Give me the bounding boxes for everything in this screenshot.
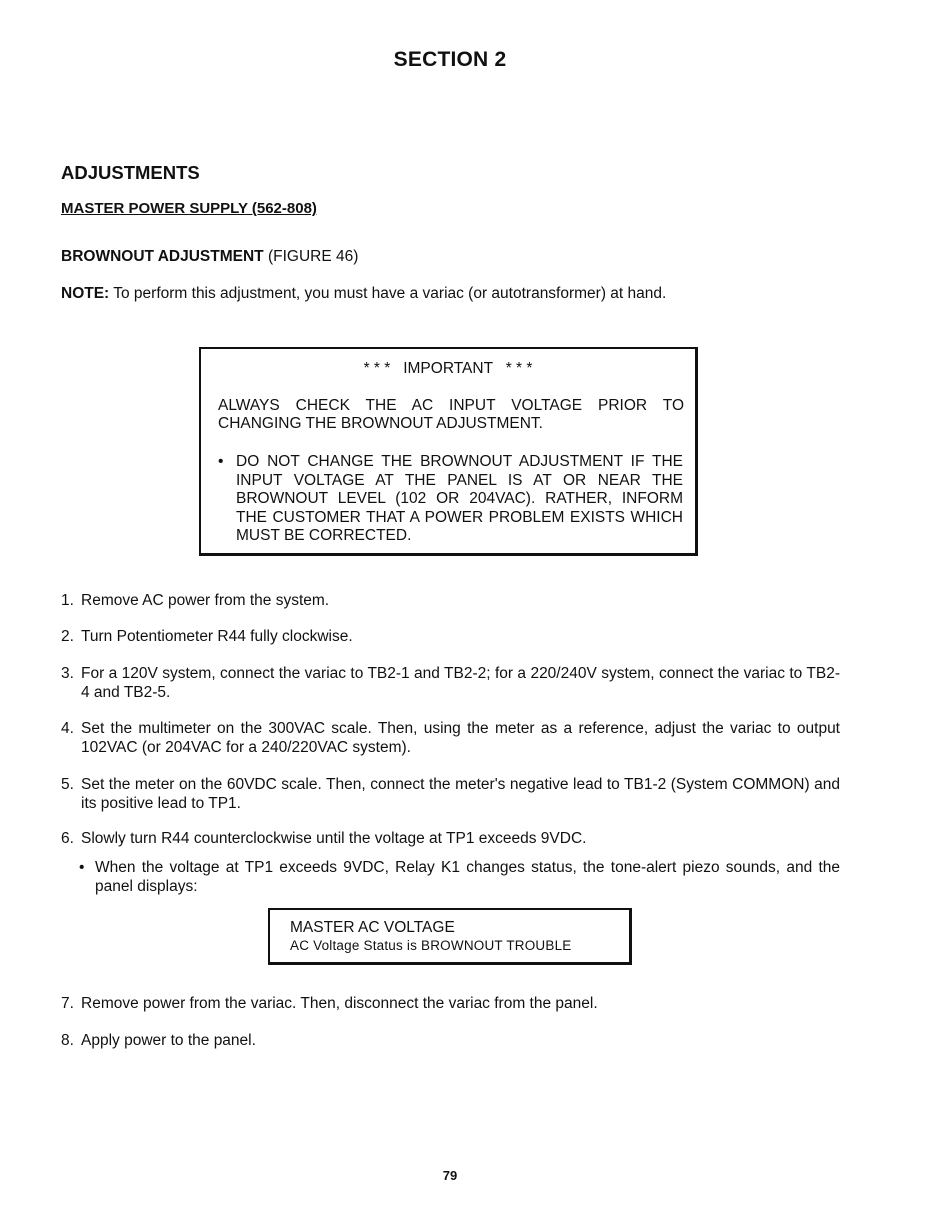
important-bullet: DO NOT CHANGE THE BROWNOUT ADJUSTMENT IF THE INPUT VOLTAGE AT THE PANEL IS AT OR NEAR THE BROWNOUT LEVEL (102 OR 204VAC). RATHER, INFORM THE CUSTOMER THAT A POWER PROBLEM EXISTS WHICH MUST BE CORRECTED. — [236, 453, 683, 544]
step-number: 4. — [61, 720, 74, 737]
note-text: To perform this adjustment, you must have a variac (or autotransformer) at hand. — [113, 285, 667, 302]
step-number: 1. — [61, 592, 74, 609]
step-text: Turn Potentiometer R44 fully clockwise. — [81, 628, 353, 645]
step-text: Remove power from the variac. Then, disconnect the variac from the panel. — [81, 995, 598, 1012]
heading-adjustments: ADJUSTMENTS — [61, 162, 200, 183]
step-number: 2. — [61, 628, 74, 645]
step-number: 8. — [61, 1032, 74, 1049]
step-text: For a 120V system, connect the variac to TB2-1 and TB2-2; for a 220/240V system, connect the variac to TB2-4 and TB2-5. — [81, 665, 840, 701]
section-title: SECTION 2 — [393, 48, 507, 71]
procedure-title: BROWNOUT ADJUSTMENT — [61, 248, 264, 265]
panel-display-box — [268, 908, 632, 965]
subheading-master-power-supply: MASTER POWER SUPPLY (562-808) — [61, 200, 317, 217]
note-label: NOTE: — [61, 285, 110, 302]
step-text: Remove AC power from the system. — [81, 592, 330, 609]
bullet-icon: • — [79, 859, 85, 876]
step-text: Set the multimeter on the 300VAC scale. Then, using the meter as a reference, adjust the variac to output 102VAC (or 204VAC for a 240/220VAC system). — [81, 720, 840, 756]
step-text: Set the meter on the 60VDC scale. Then, connect the meter's negative lead to TB1-2 (System COMMON) and its positive lead to TP1. — [81, 776, 840, 812]
important-line-2: CHANGING THE BROWNOUT ADJUSTMENT. — [218, 415, 543, 432]
page-number: 79 — [442, 1168, 458, 1183]
step-number: 7. — [61, 995, 74, 1012]
step-6-substep: When the voltage at TP1 exceeds 9VDC, Relay K1 changes status, the tone-alert piezo sounds, and the panel displays: — [95, 859, 840, 895]
procedure-heading — [61, 248, 358, 266]
important-title: * * * IMPORTANT * * * — [363, 360, 533, 377]
step-number: 6. — [61, 830, 74, 847]
step-number: 5. — [61, 776, 74, 793]
display-line-2: AC Voltage Status is BROWNOUT TROUBLE — [290, 938, 572, 953]
important-box — [199, 347, 698, 556]
important-line-1: ALWAYS CHECK THE AC INPUT VOLTAGE PRIOR TO — [218, 397, 684, 414]
display-line-1: MASTER AC VOLTAGE — [290, 919, 455, 936]
bullet-icon: • — [218, 453, 224, 470]
step-text: Apply power to the panel. — [81, 1032, 256, 1049]
step-text: Slowly turn R44 counterclockwise until the voltage at TP1 exceeds 9VDC. — [81, 830, 587, 847]
figure-reference: (FIGURE 46) — [267, 248, 359, 265]
step-number: 3. — [61, 665, 74, 682]
note — [61, 285, 666, 303]
